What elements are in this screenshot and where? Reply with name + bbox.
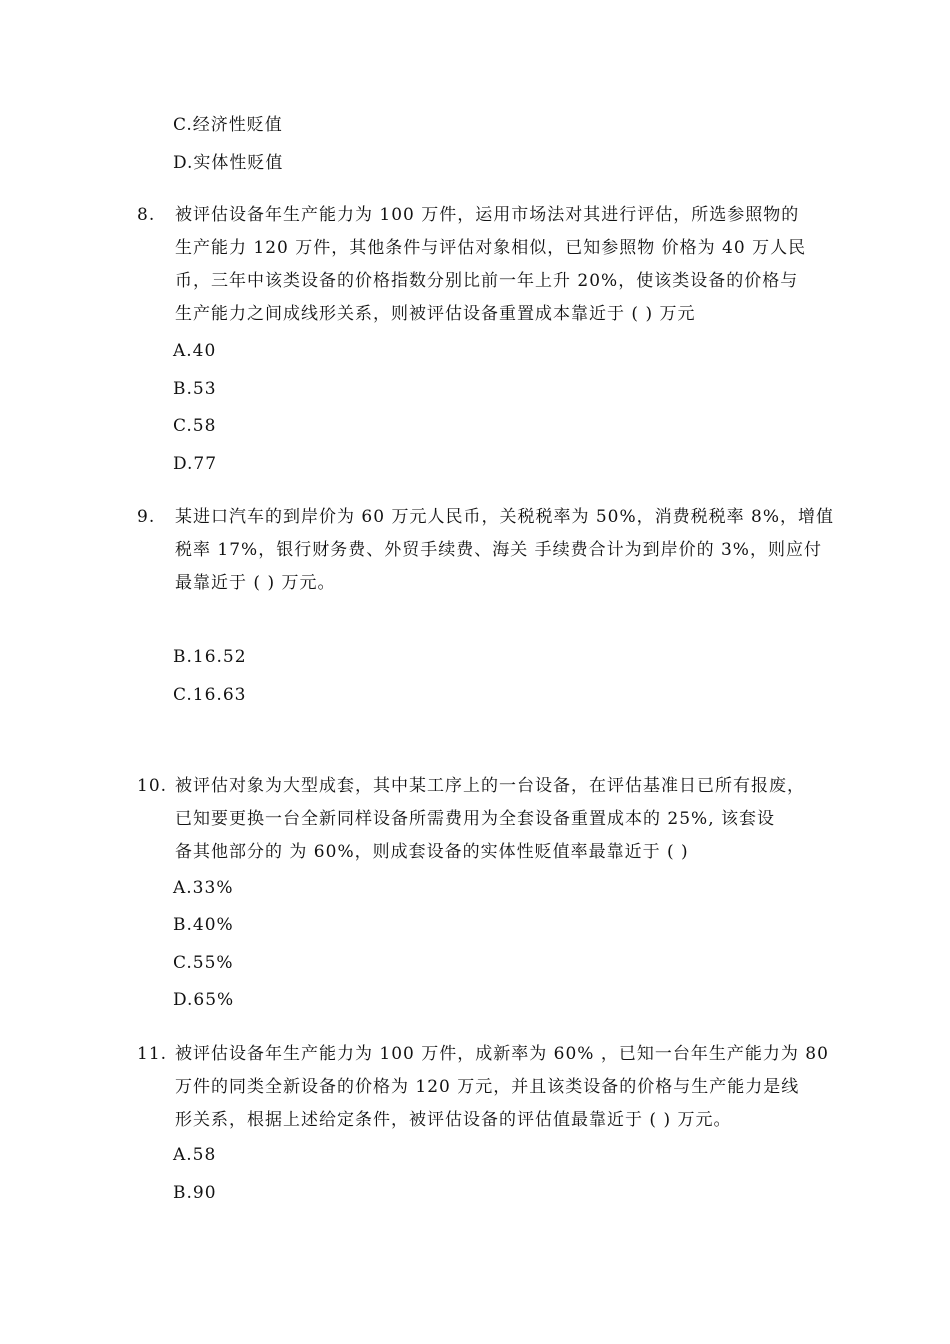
question-10-stem-line: 备其他部分的 为 60%，则成套设备的实体性贬值率最靠近于 ( ) [175, 842, 689, 862]
question-8-stem-line: 币，三年中该类设备的价格指数分别比前一年上升 20%，使该类设备的价格与 [175, 271, 799, 291]
option-d-physical-depreciation: D.实体性贬值 [173, 153, 284, 173]
question-9-option-c: C.16.63 [173, 685, 247, 705]
question-8-option-c: C.58 [173, 416, 217, 436]
question-10-option-b: B.40% [173, 915, 234, 935]
question-8-stem-line: 被评估设备年生产能力为 100 万件，运用市场法对其进行评估，所选参照物的 [175, 205, 800, 225]
question-8-stem-line: 生产能力之间成线形关系，则被评估设备重置成本靠近于 ( ) 万元 [175, 304, 696, 324]
question-10-option-c: C.55% [173, 953, 234, 973]
question-9-stem-line: 某进口汽车的到岸价为 60 万元人民币，关税税率为 50%，消费税税率 8%，增值 [175, 507, 835, 527]
question-11-stem-line: 形关系，根据上述给定条件，被评估设备的评估值最靠近于 ( ) 万元。 [175, 1110, 732, 1130]
question-10-stem-line: 已知要更换一台全新同样设备所需费用为全套设备重置成本的 25%, 该套设 [175, 809, 775, 829]
question-8-option-b: B.53 [173, 379, 217, 399]
question-10-stem-line: 被评估对象为大型成套，其中某工序上的一台设备，在评估基准日已所有报废， [175, 776, 805, 796]
question-8-option-a: A.40 [173, 341, 217, 361]
question-9-stem-line: 税率 17%，银行财务费、外贸手续费、海关 手续费合计为到岸价的 3%，则应付 [175, 540, 822, 560]
question-8-stem-line: 生产能力 120 万件，其他条件与评估对象相似，已知参照物 价格为 40 万人民 [175, 238, 807, 258]
question-9-option-b: B.16.52 [173, 647, 247, 667]
question-10-option-a: A.33% [173, 878, 234, 898]
question-11-number: 11. [137, 1044, 168, 1064]
question-10-number: 10. [137, 776, 168, 796]
question-11-option-a: A.58 [173, 1145, 217, 1165]
question-9-number: 9. [137, 507, 156, 527]
question-9-stem-line: 最靠近于 ( ) 万元。 [175, 573, 336, 593]
option-c-economic-depreciation: C.经济性贬值 [173, 115, 283, 135]
question-11-stem-line: 万件的同类全新设备的价格为 120 万元，并且该类设备的价格与生产能力是线 [175, 1077, 800, 1097]
question-11-option-b: B.90 [173, 1183, 217, 1203]
question-10-option-d: D.65% [173, 990, 235, 1010]
question-8-number: 8. [137, 205, 156, 225]
question-8-option-d: D.77 [173, 454, 218, 474]
question-11-stem-line: 被评估设备年生产能力为 100 万件，成新率为 60% ，已知一台年生产能力为 80 [175, 1044, 829, 1064]
